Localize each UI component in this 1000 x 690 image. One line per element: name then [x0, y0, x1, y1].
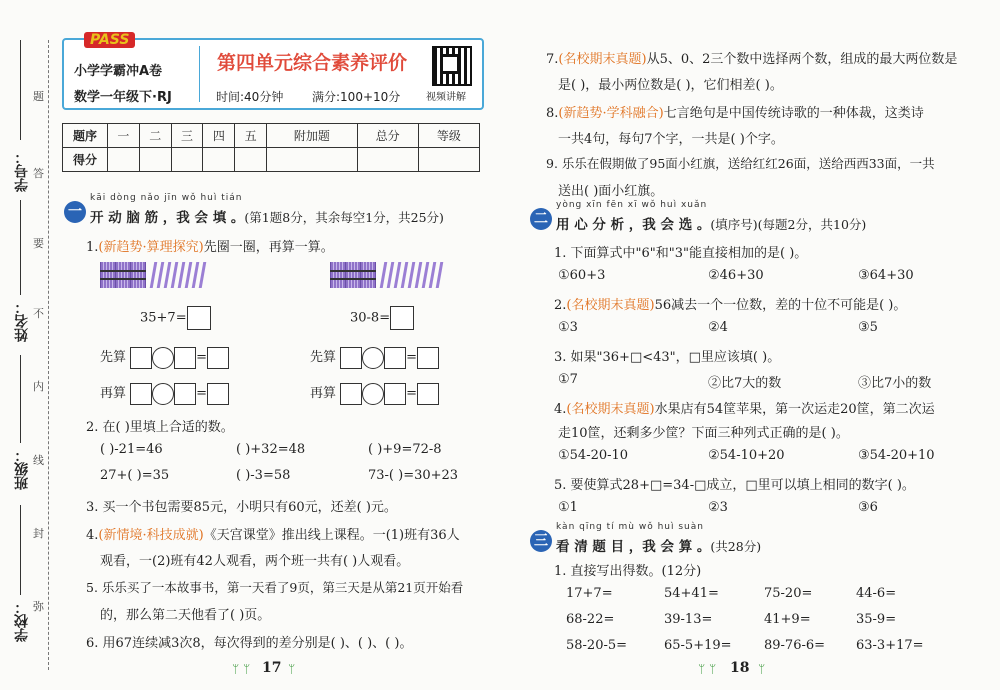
calc-item[interactable]: 54+41=	[664, 586, 719, 601]
student-id-line	[20, 40, 21, 140]
q2-blank-eq[interactable]: ( )+32=48	[236, 442, 306, 457]
question-2: 2. 在( )里填上合适的数。	[86, 420, 234, 435]
question-3: 3. 买一个书包需要85元，小明只有60元，还差( )元。	[86, 500, 397, 515]
option[interactable]: ②54-10+20	[708, 448, 785, 463]
calc-item[interactable]: 63-3+17=	[856, 638, 924, 653]
s2-question-2: 2.(名校期末真题)56减去一个一位数，差的十位不可能是( )。	[554, 298, 907, 313]
operator-circle[interactable]	[362, 347, 384, 369]
leaf-icon: ᛘ ᛘ	[698, 662, 717, 676]
stick-bundle	[330, 262, 346, 288]
option[interactable]: ③比7小的数	[858, 376, 932, 391]
counting-sticks-left	[100, 262, 210, 288]
stick	[157, 262, 165, 288]
section-number: 一	[64, 201, 86, 223]
answer-box[interactable]	[130, 383, 152, 405]
question-1: 1.(新趋势·算理探究)先圈一圈，再算一算。	[86, 240, 334, 255]
answer-box[interactable]	[207, 347, 229, 369]
s2-question-4: 4.(名校期末真题)水果店有54筐苹果，第一次运走20筐，第二次运	[554, 402, 935, 417]
q1-right-equation: 30-8=	[350, 306, 414, 330]
answer-box[interactable]	[207, 383, 229, 405]
stick	[150, 262, 158, 288]
leaf-icon: ᛘ ᛘ	[232, 662, 251, 676]
option[interactable]: ①54-20-10	[558, 448, 629, 463]
operator-circle[interactable]	[362, 383, 384, 405]
class-line	[20, 355, 21, 443]
question-4: 4.(新情境·科技成就)《天宫课堂》推出线上课程。一(1)班有36人	[86, 528, 460, 543]
q2-blank-eq[interactable]: ( )-21=46	[100, 442, 163, 457]
section-title: 开 动 脑 筋 ，我 会 填 。(第1题8分，其余每空1分，共25分)	[90, 210, 444, 226]
answer-box[interactable]	[130, 347, 152, 369]
option[interactable]: ③6	[858, 500, 878, 515]
option[interactable]: ③5	[858, 320, 878, 335]
score-cell: 总分	[357, 124, 418, 148]
question-8: 8.(新趋势·学科融合)七言绝句是中国传统诗歌的一种体裁，这类诗	[546, 106, 924, 121]
question-8-cont: 一共4句，每句7个字，一共是( )个字。	[558, 132, 784, 147]
qr-code-icon[interactable]	[432, 46, 472, 86]
then-calc-right: 再算 =	[310, 382, 439, 405]
calc-item[interactable]: 17+7=	[566, 586, 613, 601]
answer-box[interactable]	[340, 347, 362, 369]
counting-sticks-right	[330, 262, 440, 288]
stick	[401, 262, 409, 288]
score-table	[62, 123, 480, 172]
stick-bundle	[115, 262, 131, 288]
binding-dashed-line	[48, 40, 49, 670]
option[interactable]: ①1	[558, 500, 578, 515]
class-label: 班级：	[14, 448, 30, 490]
q2-blank-eq[interactable]: 73-( )=30+23	[368, 468, 459, 483]
score-input-cell[interactable]	[357, 148, 418, 172]
question-4-cont: 观看，一(2)班有42人观看，两个班一共有( )人观看。	[100, 554, 410, 569]
stick-bundle	[345, 262, 361, 288]
s3-question-1: 1. 直接写出得数。(12分)	[554, 564, 702, 579]
name-line	[20, 200, 21, 295]
first-calc-right: 先算 =	[310, 346, 439, 369]
grade-label: 数学一年级下·RJ	[74, 90, 172, 105]
answer-box[interactable]	[384, 383, 406, 405]
option[interactable]: ②4	[708, 320, 728, 335]
calc-item[interactable]: 89-76-6=	[764, 638, 826, 653]
brand-name: 小学学霸冲A卷	[74, 64, 163, 79]
answer-box[interactable]	[174, 347, 196, 369]
score-input-cell[interactable]	[108, 148, 140, 172]
score-cell: 等级	[418, 124, 479, 148]
operator-circle[interactable]	[152, 347, 174, 369]
header-divider	[199, 46, 200, 102]
leaf-icon: ᛘ	[288, 662, 296, 676]
time-limit: 时间:40分钟	[216, 90, 284, 104]
stick	[415, 262, 423, 288]
s2-question-4-cont: 走10筐，还剩多少筐？下面三种列式正确的是( )。	[558, 426, 849, 441]
score-input-cell[interactable]	[235, 148, 267, 172]
section-pinyin: kāi dòng nǎo jīn wǒ huì tián	[90, 193, 243, 203]
stick	[394, 262, 402, 288]
score-cell: 得分	[63, 148, 108, 172]
full-score: 满分:100+10分	[312, 90, 401, 104]
stick	[171, 262, 179, 288]
stick	[429, 262, 437, 288]
score-cell: 题序	[63, 124, 108, 148]
seal-char: 线	[33, 454, 44, 467]
score-cell: 二	[139, 124, 171, 148]
question-6: 6. 用67连续减3次8，每次得到的差分别是( )、( )、( )。	[86, 636, 413, 651]
seal-char: 题	[33, 90, 44, 103]
seal-char: 弥	[33, 600, 44, 613]
section-number: 二	[530, 208, 552, 230]
q2-blank-eq[interactable]: ( )-3=58	[236, 468, 291, 483]
school-label: 学校：	[14, 600, 30, 642]
stick-bundle	[130, 262, 146, 288]
page-number: 18	[730, 660, 750, 676]
calc-item[interactable]: 44-6=	[856, 586, 897, 601]
exam-header	[62, 32, 484, 110]
score-cell: 附加题	[267, 124, 358, 148]
option[interactable]: ①3	[558, 320, 578, 335]
stick-bundle	[360, 262, 376, 288]
stick	[408, 262, 416, 288]
leaf-icon: ᛘ	[758, 662, 766, 676]
calc-item[interactable]: 68-22=	[566, 612, 615, 627]
calc-item[interactable]: 58-20-5=	[566, 638, 628, 653]
stick-bundle	[100, 262, 116, 288]
calc-item[interactable]: 41+9=	[764, 612, 811, 627]
option[interactable]: ②3	[708, 500, 728, 515]
name-label: 姓名：	[14, 300, 30, 342]
operator-circle[interactable]	[152, 383, 174, 405]
score-table-score-row	[63, 148, 480, 172]
stick	[436, 262, 444, 288]
score-input-cell[interactable]	[171, 148, 203, 172]
answer-box[interactable]	[340, 383, 362, 405]
section-title: 用 心 分 析 ，我 会 选 。(填序号)(每题2分，共10分)	[556, 217, 867, 233]
stick	[192, 262, 200, 288]
pass-logo: PASS	[84, 32, 135, 48]
calc-item[interactable]: 39-13=	[664, 612, 713, 627]
s2-question-1: 1. 下面算式中"6"和"3"能直接相加的是( )。	[554, 246, 808, 261]
answer-box[interactable]	[417, 383, 439, 405]
score-input-cell[interactable]	[267, 148, 358, 172]
calc-item[interactable]: 75-20=	[764, 586, 813, 601]
option[interactable]: ②46+30	[708, 268, 764, 283]
answer-box[interactable]	[384, 347, 406, 369]
answer-box[interactable]	[174, 383, 196, 405]
score-input-cell[interactable]	[203, 148, 235, 172]
right-page	[500, 0, 1000, 690]
seal-char: 答	[33, 167, 44, 180]
answer-box[interactable]	[417, 347, 439, 369]
score-cell: 五	[235, 124, 267, 148]
question-5: 5. 乐乐买了一本故事书，第一天看了9页，第三天是从第21页开始看	[86, 580, 464, 595]
stick	[185, 262, 193, 288]
question-9: 9. 乐乐在假期做了95面小红旗，送给红红26面，送给西西33面，一共	[546, 156, 935, 171]
score-table-header-row	[63, 124, 480, 148]
stick	[387, 262, 395, 288]
answer-box[interactable]	[390, 306, 414, 330]
option[interactable]: ②比7大的数	[708, 376, 782, 391]
option[interactable]: ①7	[558, 372, 578, 387]
option[interactable]: ③64+30	[858, 268, 914, 283]
score-input-cell[interactable]	[418, 148, 479, 172]
question-9-cont: 送出( )面小红旗。	[558, 184, 664, 199]
s2-question-5: 5. 要使算式28+□=34-□成立，□里可以填上相同的数字( )。	[554, 478, 915, 493]
score-cell: 一	[108, 124, 140, 148]
question-5-cont: 的，那么第二天他看了( )页。	[100, 608, 271, 623]
question-7: 7.(名校期末真题)从5、0、2三个数中选择两个数，组成的最大两位数是	[546, 52, 958, 67]
q2-blank-eq[interactable]: ( )+9=72-8	[368, 442, 442, 457]
score-input-cell[interactable]	[139, 148, 171, 172]
seal-char: 要	[33, 237, 44, 250]
score-cell: 三	[171, 124, 203, 148]
option[interactable]: ①60+3	[558, 268, 606, 283]
seal-char: 内	[33, 380, 44, 393]
score-cell: 四	[203, 124, 235, 148]
section-pinyin: yòng xīn fēn xī wǒ huì xuǎn	[556, 200, 708, 210]
exam-title: 第四单元综合素养评价	[216, 52, 407, 74]
then-calc-left: 再算 =	[100, 382, 229, 405]
page-number: 17	[262, 660, 282, 676]
school-line	[20, 505, 21, 595]
option[interactable]: ③54-20+10	[858, 448, 935, 463]
stick	[199, 262, 207, 288]
calc-item[interactable]: 35-9=	[856, 612, 897, 627]
s2-question-3: 3. 如果"36+□<43"，□里应该填( )。	[554, 350, 781, 365]
stick	[164, 262, 172, 288]
first-calc-left: 先算 =	[100, 346, 229, 369]
section-pinyin: kàn qīng tí mù wǒ huì suàn	[556, 522, 704, 532]
student-id-label: 学号：	[14, 150, 30, 192]
video-label: 视频讲解	[426, 92, 466, 103]
stick	[380, 262, 388, 288]
q2-blank-eq[interactable]: 27+( )=35	[100, 468, 170, 483]
answer-box[interactable]	[187, 306, 211, 330]
q1-left-equation: 35+7=	[140, 306, 211, 330]
seal-char: 封	[33, 527, 44, 540]
stick	[422, 262, 430, 288]
question-7-cont: 是( )，最小两位数是( )，它们相差( )。	[558, 78, 783, 93]
seal-char: 不	[33, 307, 44, 320]
section-title: 看 清 题 目 ，我 会 算 。(共28分)	[556, 539, 762, 555]
section-number: 三	[530, 530, 552, 552]
stick	[178, 262, 186, 288]
calc-item[interactable]: 65-5+19=	[664, 638, 732, 653]
